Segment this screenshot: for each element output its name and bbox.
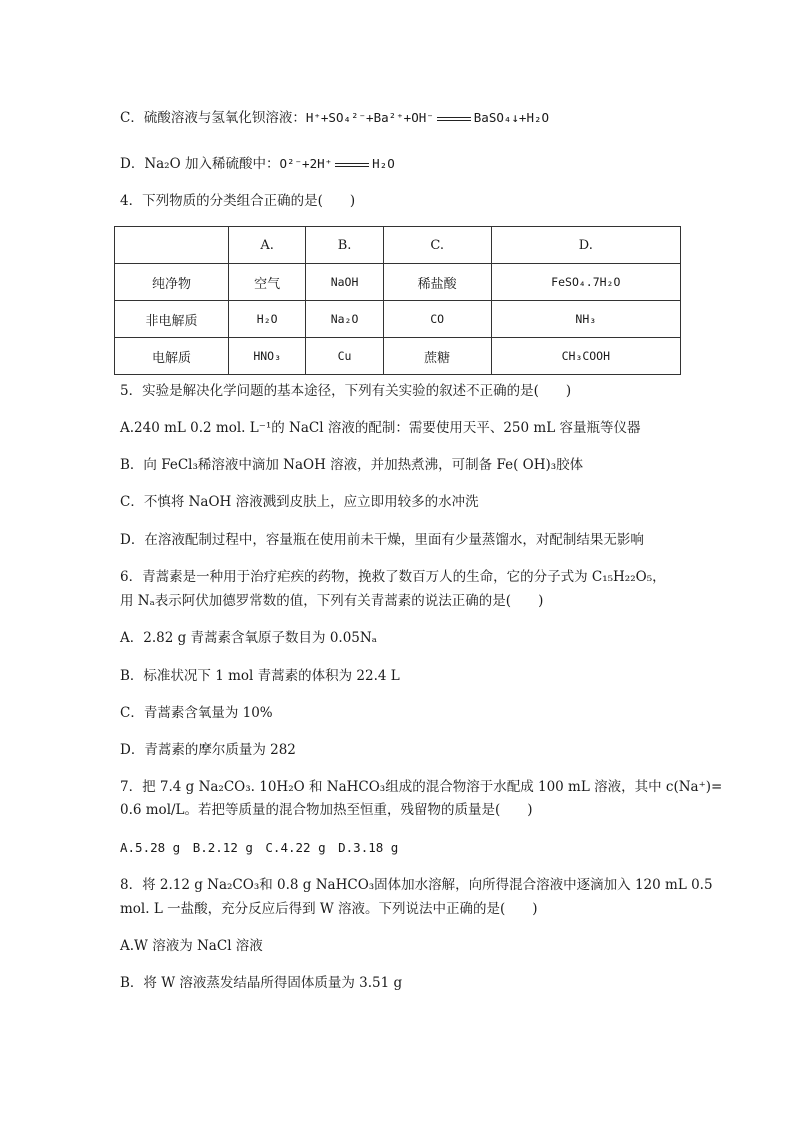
q6-option-a: A．2.82 g 青蒿素含氧原子数目为 0.05Nₐ (120, 630, 377, 646)
q7-stem-line2: 0.6 mol/L。若把等质量的混合物加热至恒重，残留物的质量是( ) (120, 802, 533, 818)
q5-option-b: B．向 FeCl₃稀溶液中滴加 NaOH 溶液，并加热煮沸，可制备 Fe( OH)₃胶体 (120, 457, 584, 473)
q3-option-d-rhs: H₂O (372, 156, 395, 171)
table-row (115, 338, 681, 375)
table-cell: 空气 (229, 264, 306, 301)
q8-stem-line2: mol. L 一盐酸，充分反应后得到 W 溶液。下列说法中正确的是( ) (120, 901, 538, 917)
table-header-cell (115, 227, 229, 264)
equals-sign-icon (437, 117, 471, 121)
row-label: 非电解质 (115, 301, 229, 338)
q3-option-c-prefix: C．硫酸溶液与氢氧化钡溶液： (120, 110, 306, 126)
q4-classification-table (114, 226, 681, 375)
row-label: 电解质 (115, 338, 229, 375)
q4-stem: 4．下列物质的分类组合正确的是( ) (120, 193, 356, 209)
q5-stem: 5．实验是解决化学问题的基本途径，下列有关实验的叙述不正确的是( ) (120, 383, 572, 399)
table-row (115, 301, 681, 338)
row-label: 纯净物 (115, 264, 229, 301)
table-header-row (115, 227, 681, 264)
equals-sign-icon (335, 163, 369, 167)
q7-options: A.5.28 g B.2.12 g C.4.22 g D.3.18 g (120, 840, 399, 855)
table-cell: NH₃ (491, 301, 680, 338)
q3-option-d (120, 154, 684, 174)
table-cell: FeSO₄.7H₂O (491, 264, 680, 301)
q7-stem-line1: 7．把 7.4 g Na₂CO₃. 10H₂O 和 NaHCO₃组成的混合物溶于水配成 100 mL 溶液，其中 c(Na⁺)= (120, 779, 723, 795)
q6-option-b: B．标准状况下 1 mol 青蒿素的体积为 22.4 L (120, 668, 400, 684)
q3-option-c-rhs: BaSO₄↓+H₂O (473, 110, 550, 125)
q8-option-a: A.W 溶液为 NaCl 溶液 (120, 938, 263, 954)
table-header-cell: A. (229, 227, 306, 264)
q6-option-d: D．青蒿素的摩尔质量为 282 (120, 742, 296, 758)
table-cell: Na₂O (306, 301, 383, 338)
q8-stem-line1: 8．将 2.12 g Na₂CO₃和 0.8 g NaHCO₃固体加水溶解，向所得混合溶液中逐滴加入 120 mL 0.5 (120, 877, 713, 893)
table-header-cell: B. (306, 227, 383, 264)
table-cell: CH₃COOH (491, 338, 680, 375)
q5-option-a: A.240 mL 0.2 mol. L⁻¹的 NaCl 溶液的配制：需要使用天平、250 mL 容量瓶等仪器 (120, 420, 641, 436)
table-cell: HNO₃ (229, 338, 306, 375)
q3-option-c-lhs: H⁺+SO₄²⁻+Ba²⁺+OH⁻ (305, 110, 434, 125)
q5-option-c: C．不慎将 NaOH 溶液溅到皮肤上，应立即用较多的水冲洗 (120, 494, 479, 510)
q3-option-d-prefix: D．Na₂O 加入稀硫酸中： (120, 156, 280, 172)
table-header-cell: D. (491, 227, 680, 264)
table-cell: H₂O (229, 301, 306, 338)
q3-option-c (120, 108, 684, 128)
table-cell: CO (383, 301, 491, 338)
q8-option-b: B．将 W 溶液蒸发结晶所得固体质量为 3.51 g (120, 975, 403, 991)
table-cell: 蔗糖 (383, 338, 491, 375)
table-cell: Cu (306, 338, 383, 375)
q6-option-c: C．青蒿素含氧量为 10% (120, 705, 273, 721)
q5-option-d: D．在溶液配制过程中，容量瓶在使用前未干燥，里面有少量蒸馏水，对配制结果无影响 (120, 532, 644, 548)
table-cell: NaOH (306, 264, 383, 301)
table-row (115, 264, 681, 301)
q6-stem-line1: 6．青蒿素是一种用于治疗疟疾的药物，挽救了数百万人的生命，它的分子式为 C₁₅H₂₂O₅， (120, 569, 666, 585)
table-cell: 稀盐酸 (383, 264, 491, 301)
q3-option-d-lhs: O²⁻+2H⁺ (279, 156, 333, 171)
table-header-cell: C. (383, 227, 491, 264)
q6-stem-line2: 用 Nₐ表示阿伏加德罗常数的值，下列有关青蒿素的说法正确的是( ) (120, 593, 544, 609)
